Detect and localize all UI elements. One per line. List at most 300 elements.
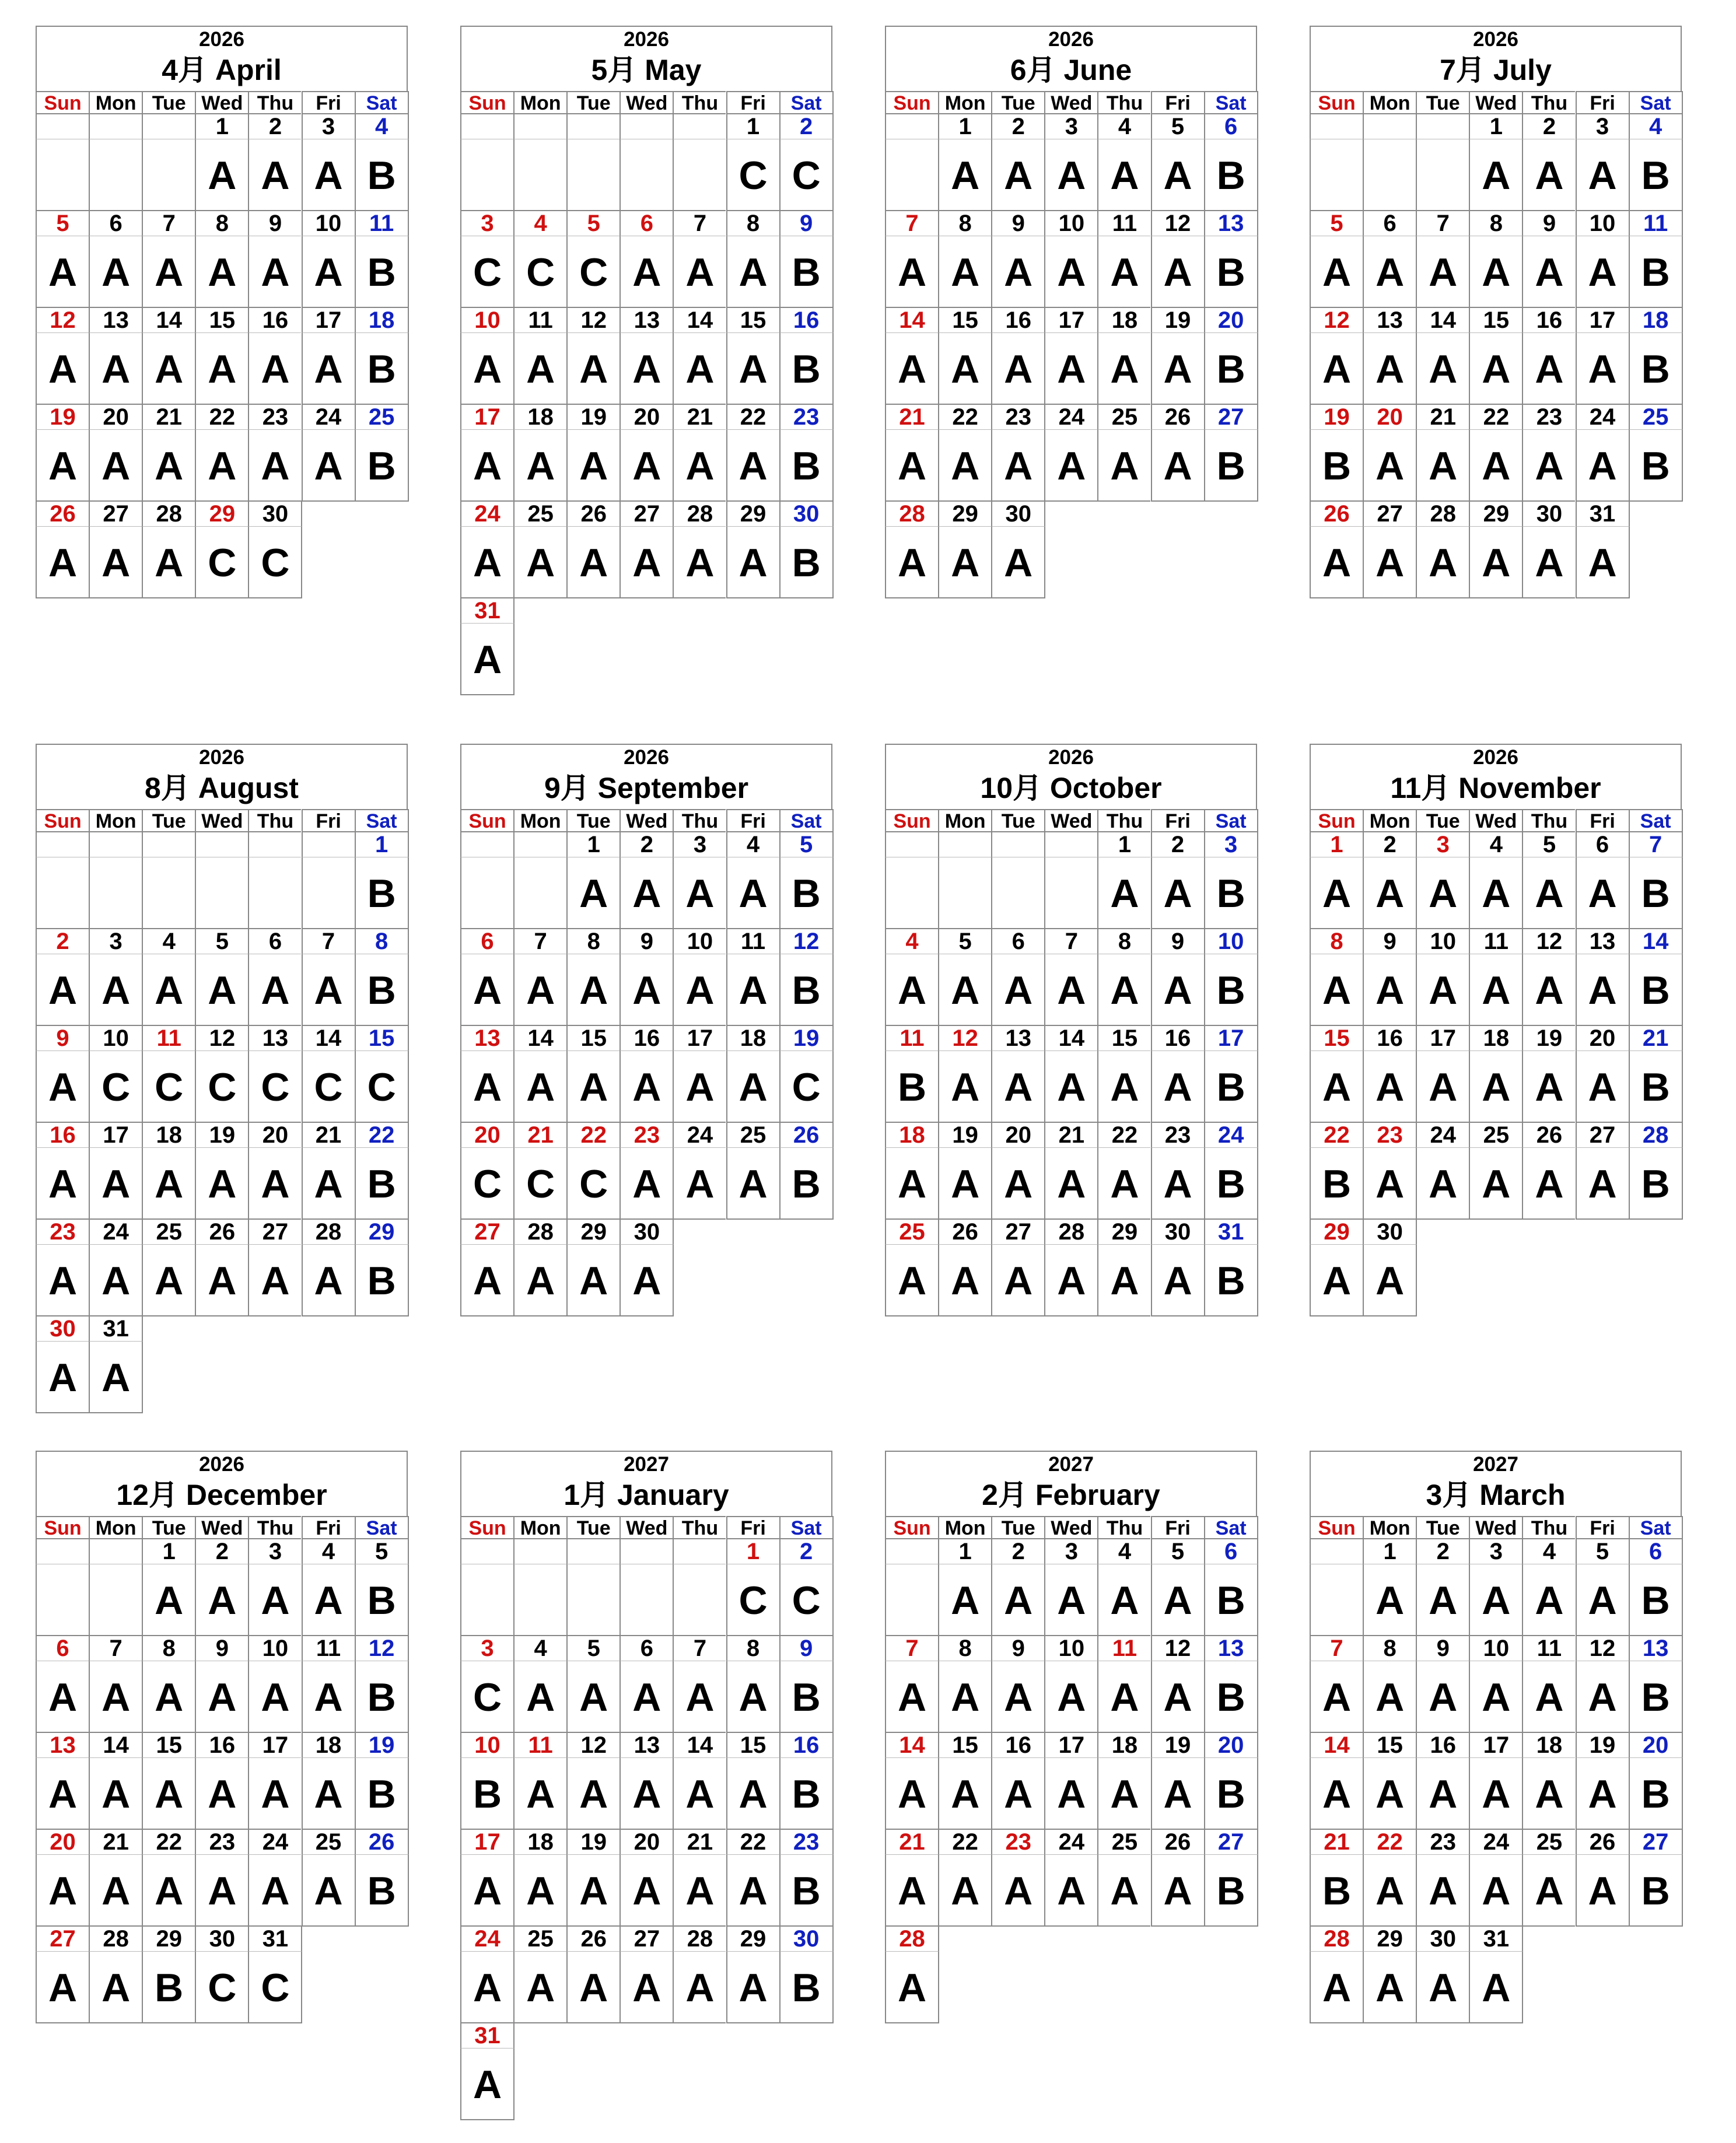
day-value: A	[1363, 1854, 1416, 1927]
day-value: C	[513, 1147, 566, 1220]
weekday-header: Wed	[1469, 91, 1522, 113]
day-number: 15	[938, 307, 991, 332]
day-number: 5	[355, 1538, 409, 1564]
day-value: A	[1469, 1661, 1522, 1733]
day-number: 10	[89, 1025, 142, 1051]
day-number: 15	[355, 1025, 409, 1051]
day-number: 14	[1310, 1732, 1363, 1757]
day-number: 18	[142, 1122, 195, 1147]
day-value: A	[726, 1051, 779, 1123]
day-value: A	[620, 1854, 673, 1927]
day-value: A	[36, 1051, 89, 1123]
day-value: A	[1363, 526, 1416, 598]
day-number: 17	[1469, 1732, 1522, 1757]
day-value: C	[302, 1051, 355, 1123]
weekday-header: Thu	[1097, 1516, 1150, 1538]
day-number: 4	[885, 928, 938, 954]
day-value: A	[513, 1051, 566, 1123]
day-number: 28	[885, 500, 938, 526]
day-number: 10	[1469, 1635, 1522, 1661]
empty-day-cell	[142, 831, 195, 857]
day-value: A	[1522, 1147, 1575, 1220]
day-number: 13	[620, 307, 673, 332]
empty-value-cell	[513, 1564, 566, 1636]
day-number: 14	[513, 1025, 566, 1051]
day-number: 19	[566, 404, 620, 429]
day-number: 29	[195, 500, 248, 526]
day-number: 21	[1310, 1829, 1363, 1854]
day-number: 30	[779, 1925, 834, 1951]
day-number: 10	[1576, 210, 1629, 236]
day-value: B	[355, 1564, 409, 1636]
day-value: C	[460, 1661, 513, 1733]
day-value: A	[1576, 1757, 1629, 1830]
day-number: 25	[142, 1218, 195, 1244]
day-number: 3	[460, 1635, 513, 1661]
weekday-header: Tue	[566, 1516, 620, 1538]
weekday-header: Mon	[513, 809, 566, 831]
day-number: 9	[1363, 928, 1416, 954]
day-value: A	[620, 332, 673, 405]
weekday-header: Thu	[248, 1516, 301, 1538]
day-number: 27	[36, 1925, 89, 1951]
day-value: B	[779, 857, 834, 929]
day-value: A	[1044, 236, 1097, 308]
weekday-header: Fri	[302, 1516, 355, 1538]
day-value: A	[1097, 1564, 1150, 1636]
day-number: 5	[566, 1635, 620, 1661]
day-number: 9	[1522, 210, 1575, 236]
day-number: 21	[885, 1829, 938, 1854]
day-value: A	[142, 1854, 195, 1927]
day-number: 7	[513, 928, 566, 954]
day-number: 1	[1310, 831, 1363, 857]
day-number: 26	[1151, 1829, 1204, 1854]
day-value: C	[195, 1951, 248, 2023]
day-number: 18	[726, 1025, 779, 1051]
day-value: B	[355, 1854, 409, 1927]
day-number: 28	[1629, 1122, 1683, 1147]
day-value: A	[248, 1661, 301, 1733]
day-number: 9	[248, 210, 301, 236]
day-value: A	[620, 857, 673, 929]
year-label: 2026	[1048, 746, 1094, 769]
day-number: 16	[248, 307, 301, 332]
weekday-header: Thu	[1522, 809, 1575, 831]
empty-day-cell	[36, 1538, 89, 1564]
day-number: 29	[1363, 1925, 1416, 1951]
day-number: 8	[195, 210, 248, 236]
day-number: 13	[1629, 1635, 1683, 1661]
day-value: A	[726, 526, 779, 598]
day-value: A	[1097, 236, 1150, 308]
day-number: 8	[938, 1635, 991, 1661]
day-value: B	[779, 954, 834, 1026]
day-value: A	[620, 1147, 673, 1220]
day-value: A	[89, 1147, 142, 1220]
day-number: 13	[1204, 1635, 1258, 1661]
day-value: A	[302, 332, 355, 405]
day-value: A	[460, 1051, 513, 1123]
day-value: A	[36, 1661, 89, 1733]
day-number: 20	[1204, 307, 1258, 332]
day-number: 15	[142, 1732, 195, 1757]
day-value: A	[1044, 954, 1097, 1026]
day-value: A	[726, 1661, 779, 1733]
day-value: A	[1310, 526, 1363, 598]
weekday-header: Wed	[1469, 1516, 1522, 1538]
day-number: 29	[1469, 500, 1522, 526]
day-value: B	[1629, 1147, 1683, 1220]
day-value: A	[991, 1051, 1044, 1123]
empty-day-cell	[89, 113, 142, 139]
day-number: 7	[1416, 210, 1469, 236]
day-number: 1	[726, 113, 779, 139]
day-value: A	[1151, 954, 1204, 1026]
empty-value-cell	[620, 139, 673, 211]
day-value: A	[885, 429, 938, 502]
day-number: 12	[1576, 1635, 1629, 1661]
day-number: 3	[1044, 113, 1097, 139]
day-number: 30	[1416, 1925, 1469, 1951]
day-number: 14	[673, 1732, 726, 1757]
day-number: 23	[779, 1829, 834, 1854]
day-number: 5	[195, 928, 248, 954]
day-value: A	[673, 236, 726, 308]
day-number: 18	[513, 404, 566, 429]
day-value: C	[142, 1051, 195, 1123]
day-value: A	[195, 1564, 248, 1636]
day-value: A	[89, 332, 142, 405]
day-value: C	[248, 1951, 302, 2023]
day-number: 5	[1310, 210, 1363, 236]
day-value: A	[89, 1244, 142, 1316]
day-number: 7	[1629, 831, 1683, 857]
day-value: A	[1576, 332, 1629, 405]
weekday-header: Wed	[195, 809, 248, 831]
day-number: 18	[1522, 1732, 1575, 1757]
year-label: 2026	[1048, 28, 1094, 51]
day-value: A	[1522, 1661, 1575, 1733]
day-value: B	[1629, 1854, 1683, 1927]
day-value: A	[673, 954, 726, 1026]
empty-day-cell	[142, 113, 195, 139]
day-number: 31	[89, 1315, 143, 1341]
day-value: A	[1363, 1147, 1416, 1220]
weekday-header: Tue	[1416, 1516, 1469, 1538]
day-value: A	[673, 429, 726, 502]
year-label: 2027	[1048, 1453, 1094, 1476]
weekday-header: Sun	[1310, 1516, 1363, 1538]
day-value: B	[1204, 139, 1258, 211]
day-value: A	[620, 429, 673, 502]
month-header	[1310, 1451, 1682, 1516]
day-value: A	[1576, 236, 1629, 308]
day-number: 4	[1522, 1538, 1575, 1564]
empty-day-cell	[513, 1538, 566, 1564]
empty-day-cell	[195, 831, 248, 857]
weekday-header: Tue	[142, 91, 195, 113]
day-number: 15	[1097, 1025, 1150, 1051]
day-value: A	[142, 954, 195, 1026]
day-value: A	[1363, 1051, 1416, 1123]
day-number: 13	[36, 1732, 89, 1757]
day-number: 21	[302, 1122, 355, 1147]
day-value: C	[460, 236, 513, 308]
day-value: A	[1363, 1757, 1416, 1830]
day-value: A	[1310, 332, 1363, 405]
day-value: A	[89, 1661, 142, 1733]
day-value: A	[1363, 1951, 1416, 2023]
day-number: 26	[1151, 404, 1204, 429]
day-value: A	[673, 1854, 726, 1927]
day-value: A	[1310, 1051, 1363, 1123]
day-number: 8	[355, 928, 409, 954]
day-value: A	[1044, 1051, 1097, 1123]
day-number: 11	[1629, 210, 1683, 236]
day-value: A	[938, 954, 991, 1026]
day-value: A	[248, 429, 301, 502]
day-number: 21	[1629, 1025, 1683, 1051]
weekday-header: Fri	[1151, 1516, 1204, 1538]
day-value: A	[566, 526, 620, 598]
weekday-header: Sun	[460, 1516, 513, 1538]
day-value: A	[1416, 857, 1469, 929]
day-number: 12	[566, 1732, 620, 1757]
day-number: 13	[991, 1025, 1044, 1051]
day-number: 21	[673, 1829, 726, 1854]
year-label: 2026	[199, 28, 244, 51]
day-value: A	[938, 429, 991, 502]
day-value: A	[248, 1244, 301, 1316]
day-value: A	[991, 954, 1044, 1026]
day-value: A	[885, 236, 938, 308]
empty-value-cell	[36, 857, 89, 929]
day-number: 14	[302, 1025, 355, 1051]
day-value: A	[1576, 526, 1630, 598]
day-number: 14	[673, 307, 726, 332]
day-number: 5	[938, 928, 991, 954]
weekday-header: Fri	[302, 91, 355, 113]
weekday-header: Mon	[938, 1516, 991, 1538]
day-value: A	[460, 623, 514, 695]
month-header	[460, 26, 832, 91]
weekday-header: Thu	[1522, 1516, 1575, 1538]
day-number: 23	[1416, 1829, 1469, 1854]
day-number: 1	[195, 113, 248, 139]
day-value: A	[1522, 429, 1575, 502]
day-number: 9	[991, 1635, 1044, 1661]
day-value: C	[248, 526, 302, 598]
day-number: 30	[1522, 500, 1575, 526]
day-number: 15	[566, 1025, 620, 1051]
day-value: A	[248, 236, 301, 308]
day-value: A	[460, 1244, 513, 1316]
day-value: B	[1310, 1147, 1363, 1220]
month-title: 2月 February	[982, 1479, 1160, 1511]
day-value: A	[885, 1147, 938, 1220]
day-value: A	[566, 1244, 620, 1316]
day-number: 20	[1204, 1732, 1258, 1757]
day-number: 24	[1416, 1122, 1469, 1147]
weekday-header: Sat	[1629, 809, 1683, 831]
day-value: A	[938, 1244, 991, 1316]
year-label: 2026	[624, 746, 669, 769]
day-value: A	[938, 526, 991, 598]
day-value: A	[89, 1757, 142, 1830]
day-number: 28	[1044, 1218, 1097, 1244]
weekday-header: Fri	[1576, 91, 1629, 113]
weekday-header: Wed	[1469, 809, 1522, 831]
day-value: C	[566, 236, 620, 308]
year-label: 2027	[624, 1453, 669, 1476]
day-value: A	[513, 526, 566, 598]
month-header	[1310, 744, 1682, 809]
weekday-header: Fri	[1576, 1516, 1629, 1538]
day-number: 22	[1310, 1122, 1363, 1147]
day-number: 28	[513, 1218, 566, 1244]
day-value: A	[1044, 139, 1097, 211]
day-value: A	[513, 1757, 566, 1830]
day-value: A	[1576, 429, 1629, 502]
day-value: A	[142, 1564, 195, 1636]
day-number: 21	[89, 1829, 142, 1854]
day-value: A	[566, 1757, 620, 1830]
day-value: A	[1151, 1147, 1204, 1220]
day-number: 8	[1363, 1635, 1416, 1661]
day-number: 15	[938, 1732, 991, 1757]
empty-value-cell	[566, 139, 620, 211]
day-value: A	[36, 429, 89, 502]
day-value: A	[991, 236, 1044, 308]
day-number: 9	[195, 1635, 248, 1661]
day-value: B	[1629, 954, 1683, 1026]
day-number: 22	[726, 404, 779, 429]
empty-day-cell	[513, 831, 566, 857]
day-value: A	[1097, 1147, 1150, 1220]
day-value: A	[302, 1661, 355, 1733]
weekday-header: Sat	[1629, 91, 1683, 113]
day-number: 28	[89, 1925, 142, 1951]
day-number: 27	[89, 500, 142, 526]
day-value: A	[36, 1244, 89, 1316]
weekday-header: Tue	[142, 809, 195, 831]
day-value: A	[885, 1244, 938, 1316]
day-value: B	[1204, 332, 1258, 405]
day-value: A	[726, 1951, 779, 2023]
day-number: 26	[1576, 1829, 1629, 1854]
empty-day-cell	[1044, 831, 1097, 857]
year-label: 2027	[1473, 1453, 1518, 1476]
day-number: 8	[1097, 928, 1150, 954]
day-value: B	[142, 1951, 195, 2023]
day-number: 6	[1204, 1538, 1258, 1564]
day-value: C	[779, 1564, 834, 1636]
empty-value-cell	[1416, 139, 1469, 211]
day-number: 7	[885, 1635, 938, 1661]
weekday-header: Sun	[885, 91, 938, 113]
day-number: 24	[460, 500, 513, 526]
weekday-header: Mon	[1363, 1516, 1416, 1538]
day-value: A	[36, 1147, 89, 1220]
day-value: A	[1097, 1244, 1150, 1316]
weekday-header: Wed	[1044, 1516, 1097, 1538]
day-number: 1	[1097, 831, 1150, 857]
day-number: 21	[885, 404, 938, 429]
weekday-header: Sat	[1204, 1516, 1258, 1538]
day-value: A	[460, 332, 513, 405]
day-number: 10	[673, 928, 726, 954]
day-number: 6	[89, 210, 142, 236]
day-number: 27	[991, 1218, 1044, 1244]
day-number: 26	[566, 500, 620, 526]
day-number: 5	[566, 210, 620, 236]
day-number: 25	[1629, 404, 1683, 429]
day-number: 13	[620, 1732, 673, 1757]
day-number: 18	[1097, 307, 1150, 332]
day-number: 29	[938, 500, 991, 526]
day-number: 27	[460, 1218, 513, 1244]
empty-value-cell	[566, 1564, 620, 1636]
day-value: A	[673, 1147, 726, 1220]
day-value: A	[726, 236, 779, 308]
day-value: A	[142, 429, 195, 502]
day-number: 25	[355, 404, 409, 429]
empty-value-cell	[36, 139, 89, 211]
day-value: A	[1044, 1564, 1097, 1636]
day-value: A	[1416, 1757, 1469, 1830]
day-value: A	[1097, 1051, 1150, 1123]
empty-day-cell	[620, 1538, 673, 1564]
day-number: 27	[1204, 404, 1258, 429]
day-value: A	[726, 857, 779, 929]
day-value: A	[1522, 332, 1575, 405]
empty-day-cell	[885, 113, 938, 139]
day-value: A	[513, 1854, 566, 1927]
day-value: A	[513, 332, 566, 405]
day-value: A	[195, 429, 248, 502]
day-value: A	[566, 1661, 620, 1733]
empty-day-cell	[566, 113, 620, 139]
day-value: A	[1469, 526, 1522, 598]
empty-day-cell	[620, 113, 673, 139]
weekday-header: Fri	[726, 1516, 779, 1538]
day-number: 14	[885, 1732, 938, 1757]
day-value: A	[302, 429, 355, 502]
day-value: B	[355, 1147, 409, 1220]
day-value: A	[1363, 1661, 1416, 1733]
day-value: A	[142, 526, 195, 598]
day-number: 28	[673, 1925, 726, 1951]
day-value: A	[1522, 1854, 1575, 1927]
day-number: 13	[248, 1025, 301, 1051]
day-value: A	[1310, 1951, 1363, 2023]
day-number: 22	[938, 1829, 991, 1854]
day-number: 12	[195, 1025, 248, 1051]
empty-day-cell	[36, 113, 89, 139]
day-number: 26	[195, 1218, 248, 1244]
day-number: 15	[1363, 1732, 1416, 1757]
day-value: B	[885, 1051, 938, 1123]
day-value: A	[1151, 857, 1204, 929]
day-number: 20	[1576, 1025, 1629, 1051]
day-number: 2	[1363, 831, 1416, 857]
day-value: A	[885, 954, 938, 1026]
day-number: 16	[991, 1732, 1044, 1757]
day-value: A	[1522, 954, 1575, 1026]
day-value: A	[89, 1854, 142, 1927]
day-value: A	[1044, 1147, 1097, 1220]
